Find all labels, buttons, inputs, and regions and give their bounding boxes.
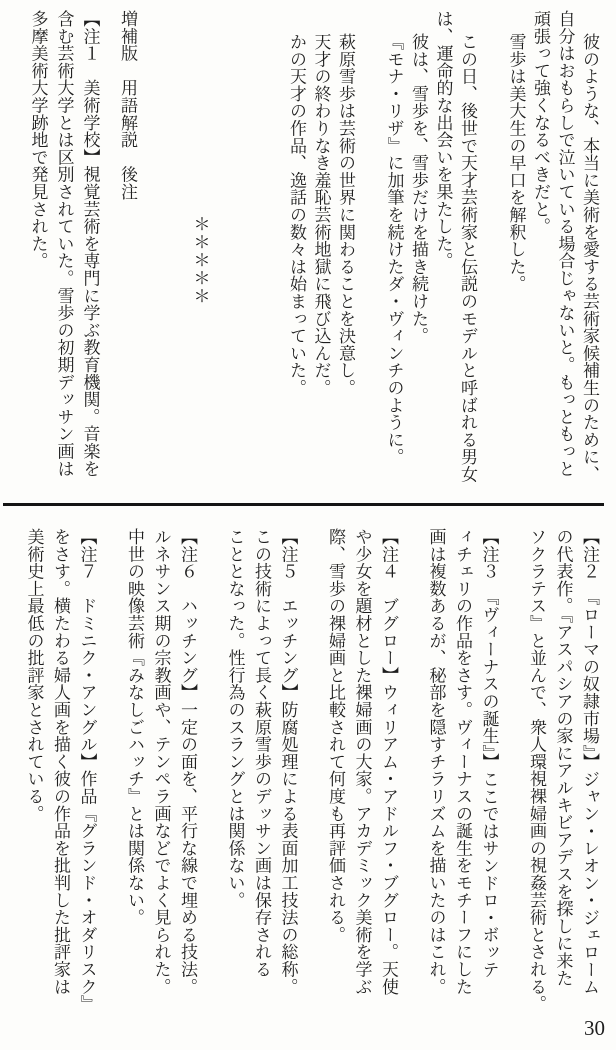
page-number: 30: [584, 1016, 605, 1040]
story-line: この日、後世で天才芸術家と伝説のモデルと呼ばれる男女: [458, 33, 477, 483]
line-spacer: [139, 10, 163, 14]
glossary-note-line: 中世の映像芸術『みなしごハッチ』とは関係ない。: [125, 528, 144, 926]
glossary-note-line: をさす。横たわる婦人画を描く彼の作品を批判した批評家は: [51, 528, 70, 996]
glossary-note-line: 美術史上最低の批評家とされている。: [24, 528, 44, 823]
story-line: 萩原雪歩は芸術の世界に関わることを決意し。: [336, 33, 355, 397]
glossary-note: [121, 528, 201, 1022]
glossary-note-line: 【注１ 美術学校】視覚芸術を専門に学ぶ教育機関。音楽を: [80, 10, 100, 478]
line-spacer: [260, 10, 284, 14]
glossary-note-line: 際、雪歩の裸婦画と比較されて何度も再評価される。: [326, 528, 345, 944]
glossary-heading: 増補版 用語解説 後注: [118, 10, 137, 201]
glossary-note: [322, 528, 402, 1022]
glossary-note-line: 多摩美術大学跡地で発見された。: [28, 10, 48, 270]
glossary-note-line: 含む芸術大学とは区別されていた。雪歩の初期デッサン画は: [54, 10, 74, 478]
line-spacer: [212, 10, 236, 14]
glossary-note-line: 【注４ ブグロー】ウィリアム・アドルフ・ブグロー。天使: [379, 528, 398, 996]
line-spacer: [163, 10, 187, 14]
glossary-note-line: の代表作。『アスパシアの家にアルキビアデスを探しに来た: [553, 528, 573, 987]
glossary-note: [523, 528, 603, 1022]
story-line: 頑張って強くなるべきだと。: [531, 10, 550, 235]
section-divider-rule: [3, 503, 604, 506]
line-spacer: [479, 10, 503, 14]
story-line: 天才の終わりなき羞恥芸術地獄に飛び込んだ。: [311, 33, 331, 397]
glossary-note-line: 画は複数あるが、秘部を隠すチラリズムを描いたのはこれ。: [426, 528, 446, 996]
glossary-note: [422, 528, 502, 1022]
glossary-note-line: ルネサンス期の宗教画や、テンペラ画などでよく見られた。: [151, 528, 171, 996]
glossary-note: [221, 528, 301, 1022]
glossary-note-line: こととなった。性行為のスラングとは関係ない。: [225, 528, 245, 909]
glossary-notes-section: [0, 522, 616, 1022]
glossary-note-line: や少女を題材とした裸婦画の大家。アカデミック美術を学ぶ: [352, 528, 372, 996]
glossary-note-line: この技術によって長く萩原雪歩のデッサン画は保存される: [252, 528, 271, 978]
glossary-note-line: 【注３ 『ヴィーナスの誕生』】ここではサンドロ・ボッテ: [479, 528, 499, 979]
glossary-note: [20, 528, 100, 1022]
scene-break-asterisks: ＊＊＊＊＊: [190, 215, 210, 305]
story-text-section: [0, 0, 616, 500]
glossary-note-line: 【注６ ハッチング】一定の面を、平行な線で埋める技法。: [178, 528, 197, 996]
glossary-note-line: 【注２ 『ローマの奴隷市場』】ジャン・レオン・ジェローム: [580, 528, 599, 996]
story-line: かの天才の作品、逸話の数々は始まっていた。: [287, 33, 306, 397]
glossary-note-line: ィチェリの作品をさす。ヴィーナスの誕生をモチーフにした: [453, 528, 472, 996]
line-spacer: [357, 10, 381, 14]
glossary-note-line: ソクラテス』と並んで、衆人環視裸婦画の視姦芸術とされる。: [527, 528, 546, 1013]
story-line: 自分はおもらしで泣いている場合じゃないと。もっともっと: [555, 10, 575, 478]
story-line: 雪歩は美大生の早口を解釈した。: [506, 33, 526, 293]
story-line: 彼のような、本当に美術を愛する芸術家候補生のために、: [580, 33, 599, 483]
line-spacer: [236, 10, 260, 14]
story-line: 彼は、雪歩を、雪歩だけを描き続けた。: [409, 33, 428, 345]
glossary-note-line: 【注５ エッチング】防腐処理による表面加工技法の総称。: [278, 528, 298, 996]
glossary-note-line: 【注７ ドミニク・アングル】作品『グランド・オダリスク』: [77, 528, 97, 1013]
line-spacer: [103, 10, 115, 14]
story-line: は、運命的な出会いを果たした。: [433, 10, 453, 270]
story-line: 『モナ・リザ』に加筆を続けたダ・ヴィンチのように。: [384, 33, 404, 466]
